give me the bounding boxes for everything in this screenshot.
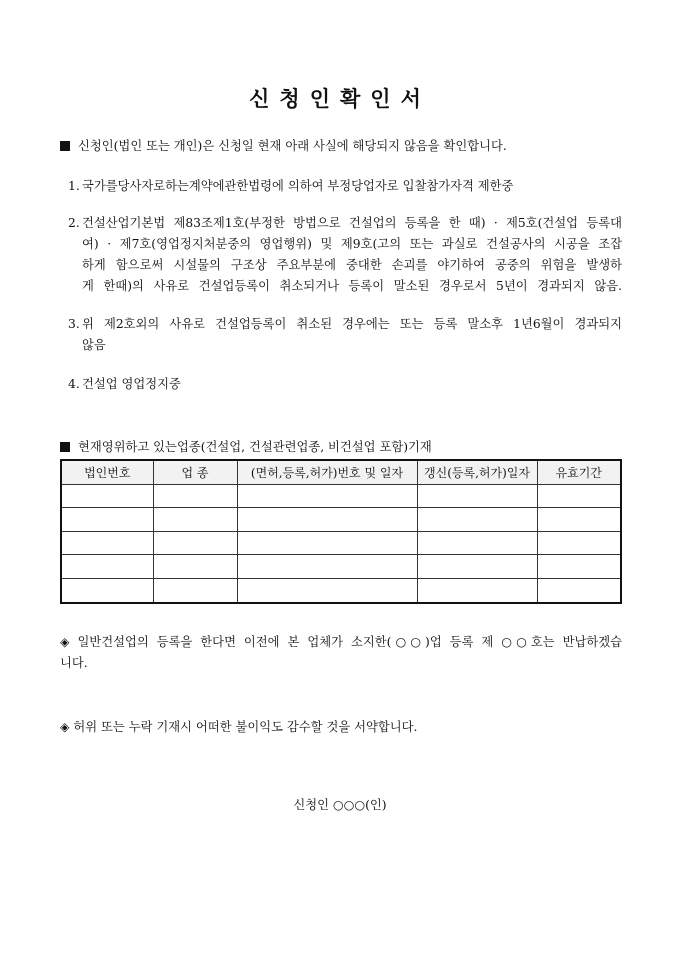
table-cell[interactable] bbox=[153, 555, 237, 579]
item-line: 않음 bbox=[82, 338, 106, 352]
item-line: 건설산업기본법 제83조제1호(부정한 방법으로 건설업의 등록을 한 때) · 제5호(건설업 등록대 bbox=[82, 216, 622, 230]
table-row bbox=[61, 578, 621, 602]
header-validity: 유효기간 bbox=[537, 460, 621, 484]
table-cell[interactable] bbox=[237, 484, 417, 508]
table-row bbox=[61, 484, 621, 508]
header-industry: 업 종 bbox=[153, 460, 237, 484]
table-cell[interactable] bbox=[537, 531, 621, 555]
business-table bbox=[60, 459, 622, 604]
table-cell[interactable] bbox=[417, 531, 537, 555]
item-number: 4. bbox=[68, 377, 80, 391]
table-cell[interactable] bbox=[417, 578, 537, 602]
item-2 bbox=[68, 213, 622, 297]
diamond-bullet-icon: ◈ bbox=[60, 635, 70, 649]
table-cell[interactable] bbox=[537, 484, 621, 508]
section2-text: 현재영위하고 있는업종(건설업, 건설관련업종, 비건설업 포함)기재 bbox=[78, 440, 432, 454]
item-line: 여) · 제7호(영업정지처분중의 영업행위) 및 제9호(고의 또는 과실로 건설공사의 시공을 조잡 bbox=[82, 237, 622, 251]
note-1 bbox=[60, 632, 622, 674]
table-cell[interactable] bbox=[153, 508, 237, 532]
item-line: 국가를당사자로하는계약에관한법령에 의하여 부정당업자로 입찰참가자격 제한중 bbox=[82, 179, 514, 193]
intro-text: 신청인(법인 또는 개인)은 신청일 현재 아래 사실에 해당되지 않음을 확인합니다. bbox=[78, 139, 507, 153]
item-3 bbox=[68, 314, 622, 356]
table-cell[interactable] bbox=[237, 578, 417, 602]
table-cell[interactable] bbox=[417, 555, 537, 579]
item-line: 위 제2호외의 사유로 건설업등록이 취소된 경우에는 또는 등록 말소후 1년6월이 경과되지 bbox=[82, 317, 622, 331]
table-cell[interactable] bbox=[61, 531, 153, 555]
header-license-number-date: (면허,등록,허가)번호 및 일자 bbox=[237, 460, 417, 484]
header-corp-number: 법인번호 bbox=[61, 460, 153, 484]
table-cell[interactable] bbox=[153, 531, 237, 555]
note-line: 니다. bbox=[60, 656, 88, 670]
item-1 bbox=[68, 176, 622, 197]
item-number: 2. bbox=[68, 216, 80, 230]
note-text: 허위 또는 누락 기재시 어떠한 불이익도 감수할 것을 서약합니다. bbox=[73, 720, 418, 734]
table-cell[interactable] bbox=[153, 484, 237, 508]
table-row bbox=[61, 508, 621, 532]
table-cell[interactable] bbox=[537, 508, 621, 532]
item-4 bbox=[68, 374, 622, 395]
table-cell[interactable] bbox=[237, 555, 417, 579]
table-cell[interactable] bbox=[417, 508, 537, 532]
section2-heading bbox=[60, 437, 432, 455]
table-cell[interactable] bbox=[61, 555, 153, 579]
table-cell[interactable] bbox=[61, 484, 153, 508]
table-cell[interactable] bbox=[61, 508, 153, 532]
item-number: 3. bbox=[68, 317, 80, 331]
table-cell[interactable] bbox=[537, 578, 621, 602]
table-cell[interactable] bbox=[537, 555, 621, 579]
square-bullet-icon bbox=[60, 141, 70, 151]
document-title: 신청인확인서 bbox=[249, 86, 431, 111]
intro-line bbox=[60, 136, 507, 154]
item-line: 건설업 영업정지중 bbox=[82, 377, 181, 391]
square-bullet-icon bbox=[60, 442, 70, 452]
table-row bbox=[61, 555, 621, 579]
table-cell[interactable] bbox=[153, 578, 237, 602]
table-cell[interactable] bbox=[61, 578, 153, 602]
applicant-signature: 신청인 ○○○(인) bbox=[293, 798, 387, 812]
item-line: 게 한때)의 사유로 건설업등록이 취소되거나 등록이 말소된 경우로서 5년이 경과되지 않음. bbox=[82, 279, 622, 293]
diamond-bullet-icon: ◈ bbox=[60, 720, 70, 734]
note-line bbox=[60, 632, 622, 653]
item-number: 1. bbox=[68, 179, 80, 193]
table-cell[interactable] bbox=[237, 531, 417, 555]
item-line: 하게 함으로써 시설물의 구조상 주요부분에 중대한 손괴를 야기하여 공중의 위험을 발생하 bbox=[82, 258, 622, 272]
table-row bbox=[61, 531, 621, 555]
table-cell[interactable] bbox=[237, 508, 417, 532]
note-2 bbox=[60, 717, 417, 735]
table-header-row bbox=[61, 460, 621, 484]
header-renewal-date: 갱신(등록,허가)일자 bbox=[417, 460, 537, 484]
note-text: 일반건설업의 등록을 한다면 이전에 본 업체가 소지한(○○)업 등록 제 ○○호는 반납하겠습 bbox=[77, 635, 622, 649]
table-cell[interactable] bbox=[417, 484, 537, 508]
